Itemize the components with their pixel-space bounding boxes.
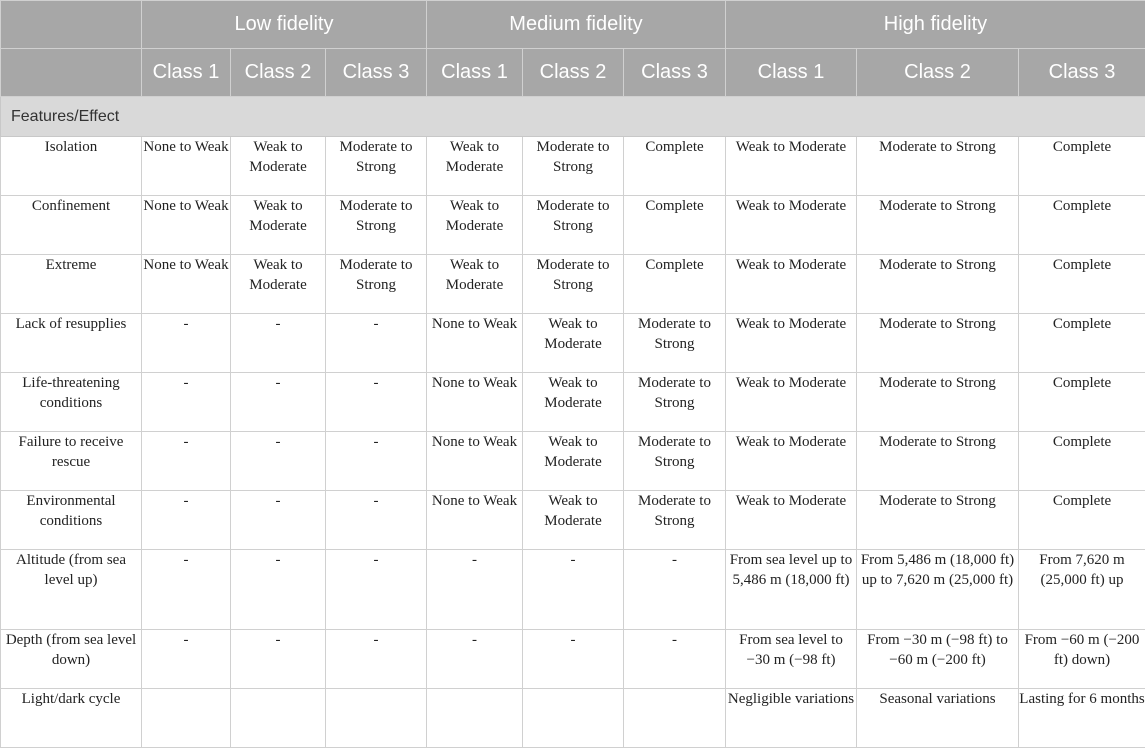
- table-cell: Weak to Moderate: [523, 491, 624, 550]
- table-cell: -: [523, 550, 624, 630]
- table-cell: [231, 689, 326, 748]
- table-cell: Complete: [1019, 314, 1145, 373]
- feature-label: Altitude (from sea level up): [1, 550, 142, 630]
- table-row: [1, 196, 1145, 255]
- table-cell: Complete: [1019, 196, 1145, 255]
- table-cell: -: [326, 373, 427, 432]
- table-cell: -: [231, 373, 326, 432]
- table-cell: -: [624, 630, 726, 689]
- table-cell: -: [231, 491, 326, 550]
- table-cell: Moderate to Strong: [326, 196, 427, 255]
- table-cell: [523, 689, 624, 748]
- table-cell: Weak to Moderate: [427, 196, 523, 255]
- table-cell: Weak to Moderate: [726, 314, 857, 373]
- table-cell: From −30 m (−98 ft) to −60 m (−200 ft): [857, 630, 1019, 689]
- table-cell: Moderate to Strong: [624, 373, 726, 432]
- table-cell: Weak to Moderate: [726, 137, 857, 196]
- table-cell: None to Weak: [427, 314, 523, 373]
- table-cell: Moderate to Strong: [857, 432, 1019, 491]
- group-header-high: High fidelity: [726, 1, 1145, 49]
- table-cell: -: [142, 373, 231, 432]
- table-cell: Weak to Moderate: [523, 314, 624, 373]
- table-cell: Moderate to Strong: [857, 255, 1019, 314]
- table-cell: Weak to Moderate: [726, 255, 857, 314]
- table-cell: -: [142, 550, 231, 630]
- table-cell: Moderate to Strong: [326, 255, 427, 314]
- table-cell: Weak to Moderate: [231, 196, 326, 255]
- table-cell: Weak to Moderate: [726, 432, 857, 491]
- table-cell: [326, 689, 427, 748]
- class-header: Class 3: [326, 49, 427, 97]
- table-cell: Complete: [624, 137, 726, 196]
- group-header-low: Low fidelity: [142, 1, 427, 49]
- table-cell: Moderate to Strong: [523, 196, 624, 255]
- feature-label: Confinement: [1, 196, 142, 255]
- table-cell: Moderate to Strong: [523, 137, 624, 196]
- table-cell: -: [624, 550, 726, 630]
- table-cell: Weak to Moderate: [726, 196, 857, 255]
- table-cell: From −60 m (−200 ft) down): [1019, 630, 1145, 689]
- table-cell: Complete: [1019, 373, 1145, 432]
- table-cell: Weak to Moderate: [523, 373, 624, 432]
- table-row: [1, 432, 1145, 491]
- table-cell: Moderate to Strong: [857, 137, 1019, 196]
- class-header: Class 1: [142, 49, 231, 97]
- table-cell: Weak to Moderate: [427, 137, 523, 196]
- table-row: [1, 491, 1145, 550]
- class-header: Class 3: [1019, 49, 1145, 97]
- table-row: [1, 689, 1145, 748]
- table-cell: Moderate to Strong: [523, 255, 624, 314]
- table-cell: -: [326, 432, 427, 491]
- table-cell: [427, 689, 523, 748]
- table-cell: [624, 689, 726, 748]
- table-cell: None to Weak: [427, 432, 523, 491]
- feature-label: Lack of resupplies: [1, 314, 142, 373]
- table-cell: Moderate to Strong: [624, 491, 726, 550]
- table-cell: None to Weak: [427, 373, 523, 432]
- table-cell: -: [231, 314, 326, 373]
- table-cell: None to Weak: [142, 196, 231, 255]
- table-cell: Complete: [624, 255, 726, 314]
- table-cell: Weak to Moderate: [523, 432, 624, 491]
- table-cell: Moderate to Strong: [857, 491, 1019, 550]
- table-row: [1, 255, 1145, 314]
- table-cell: -: [142, 630, 231, 689]
- class-header: Class 2: [857, 49, 1019, 97]
- table-cell: Complete: [1019, 255, 1145, 314]
- feature-label: Environmental conditions: [1, 491, 142, 550]
- table-cell: From 5,486 m (18,000 ft) up to 7,620 m (25,000 ft): [857, 550, 1019, 630]
- class-header: Class 2: [231, 49, 326, 97]
- class-header: Class 2: [523, 49, 624, 97]
- corner-header-cell: [1, 49, 142, 97]
- table-cell: Moderate to Strong: [857, 314, 1019, 373]
- table-cell: -: [427, 550, 523, 630]
- table-cell: None to Weak: [142, 137, 231, 196]
- table-cell: From sea level up to 5,486 m (18,000 ft): [726, 550, 857, 630]
- feature-label: Isolation: [1, 137, 142, 196]
- table-row: [1, 550, 1145, 630]
- table-cell: Complete: [1019, 491, 1145, 550]
- table-cell: Complete: [624, 196, 726, 255]
- table-cell: Moderate to Strong: [624, 432, 726, 491]
- table-cell: Lasting for 6 months: [1019, 689, 1145, 748]
- table-row: [1, 373, 1145, 432]
- table-cell: Moderate to Strong: [857, 373, 1019, 432]
- table-cell: Complete: [1019, 432, 1145, 491]
- table-cell: Seasonal variations: [857, 689, 1019, 748]
- table-cell: Weak to Moderate: [726, 373, 857, 432]
- table-cell: -: [142, 432, 231, 491]
- table-cell: None to Weak: [427, 491, 523, 550]
- feature-label: Failure to receive rescue: [1, 432, 142, 491]
- feature-label: Extreme: [1, 255, 142, 314]
- feature-label: Depth (from sea level down): [1, 630, 142, 689]
- table-row: [1, 630, 1145, 689]
- corner-header-cell: [1, 1, 142, 49]
- table-cell: Moderate to Strong: [326, 137, 427, 196]
- feature-label: Life-threatening conditions: [1, 373, 142, 432]
- table-cell: None to Weak: [142, 255, 231, 314]
- class-header: Class 1: [726, 49, 857, 97]
- table-row: [1, 314, 1145, 373]
- table-cell: -: [326, 630, 427, 689]
- table-cell: From sea level to −30 m (−98 ft): [726, 630, 857, 689]
- table-cell: Moderate to Strong: [857, 196, 1019, 255]
- table-cell: -: [142, 491, 231, 550]
- section-label: Features/Effect: [1, 97, 1145, 137]
- table-cell: Weak to Moderate: [427, 255, 523, 314]
- table-cell: -: [231, 550, 326, 630]
- section-row: [1, 97, 1145, 137]
- table-cell: Moderate to Strong: [624, 314, 726, 373]
- table-cell: -: [326, 550, 427, 630]
- table-cell: Weak to Moderate: [231, 137, 326, 196]
- table-cell: [142, 689, 231, 748]
- table-cell: -: [523, 630, 624, 689]
- table-row: [1, 137, 1145, 196]
- class-header: Class 1: [427, 49, 523, 97]
- table-cell: Weak to Moderate: [231, 255, 326, 314]
- table-cell: -: [326, 314, 427, 373]
- table-cell: Negligible variations: [726, 689, 857, 748]
- table-cell: Weak to Moderate: [726, 491, 857, 550]
- table-cell: -: [231, 432, 326, 491]
- feature-label: Light/dark cycle: [1, 689, 142, 748]
- table-cell: -: [326, 491, 427, 550]
- table-cell: -: [231, 630, 326, 689]
- table-cell: Complete: [1019, 137, 1145, 196]
- class-header: Class 3: [624, 49, 726, 97]
- table-cell: -: [427, 630, 523, 689]
- group-header-medium: Medium fidelity: [427, 1, 726, 49]
- table-cell: From 7,620 m (25,000 ft) up: [1019, 550, 1145, 630]
- table-cell: -: [142, 314, 231, 373]
